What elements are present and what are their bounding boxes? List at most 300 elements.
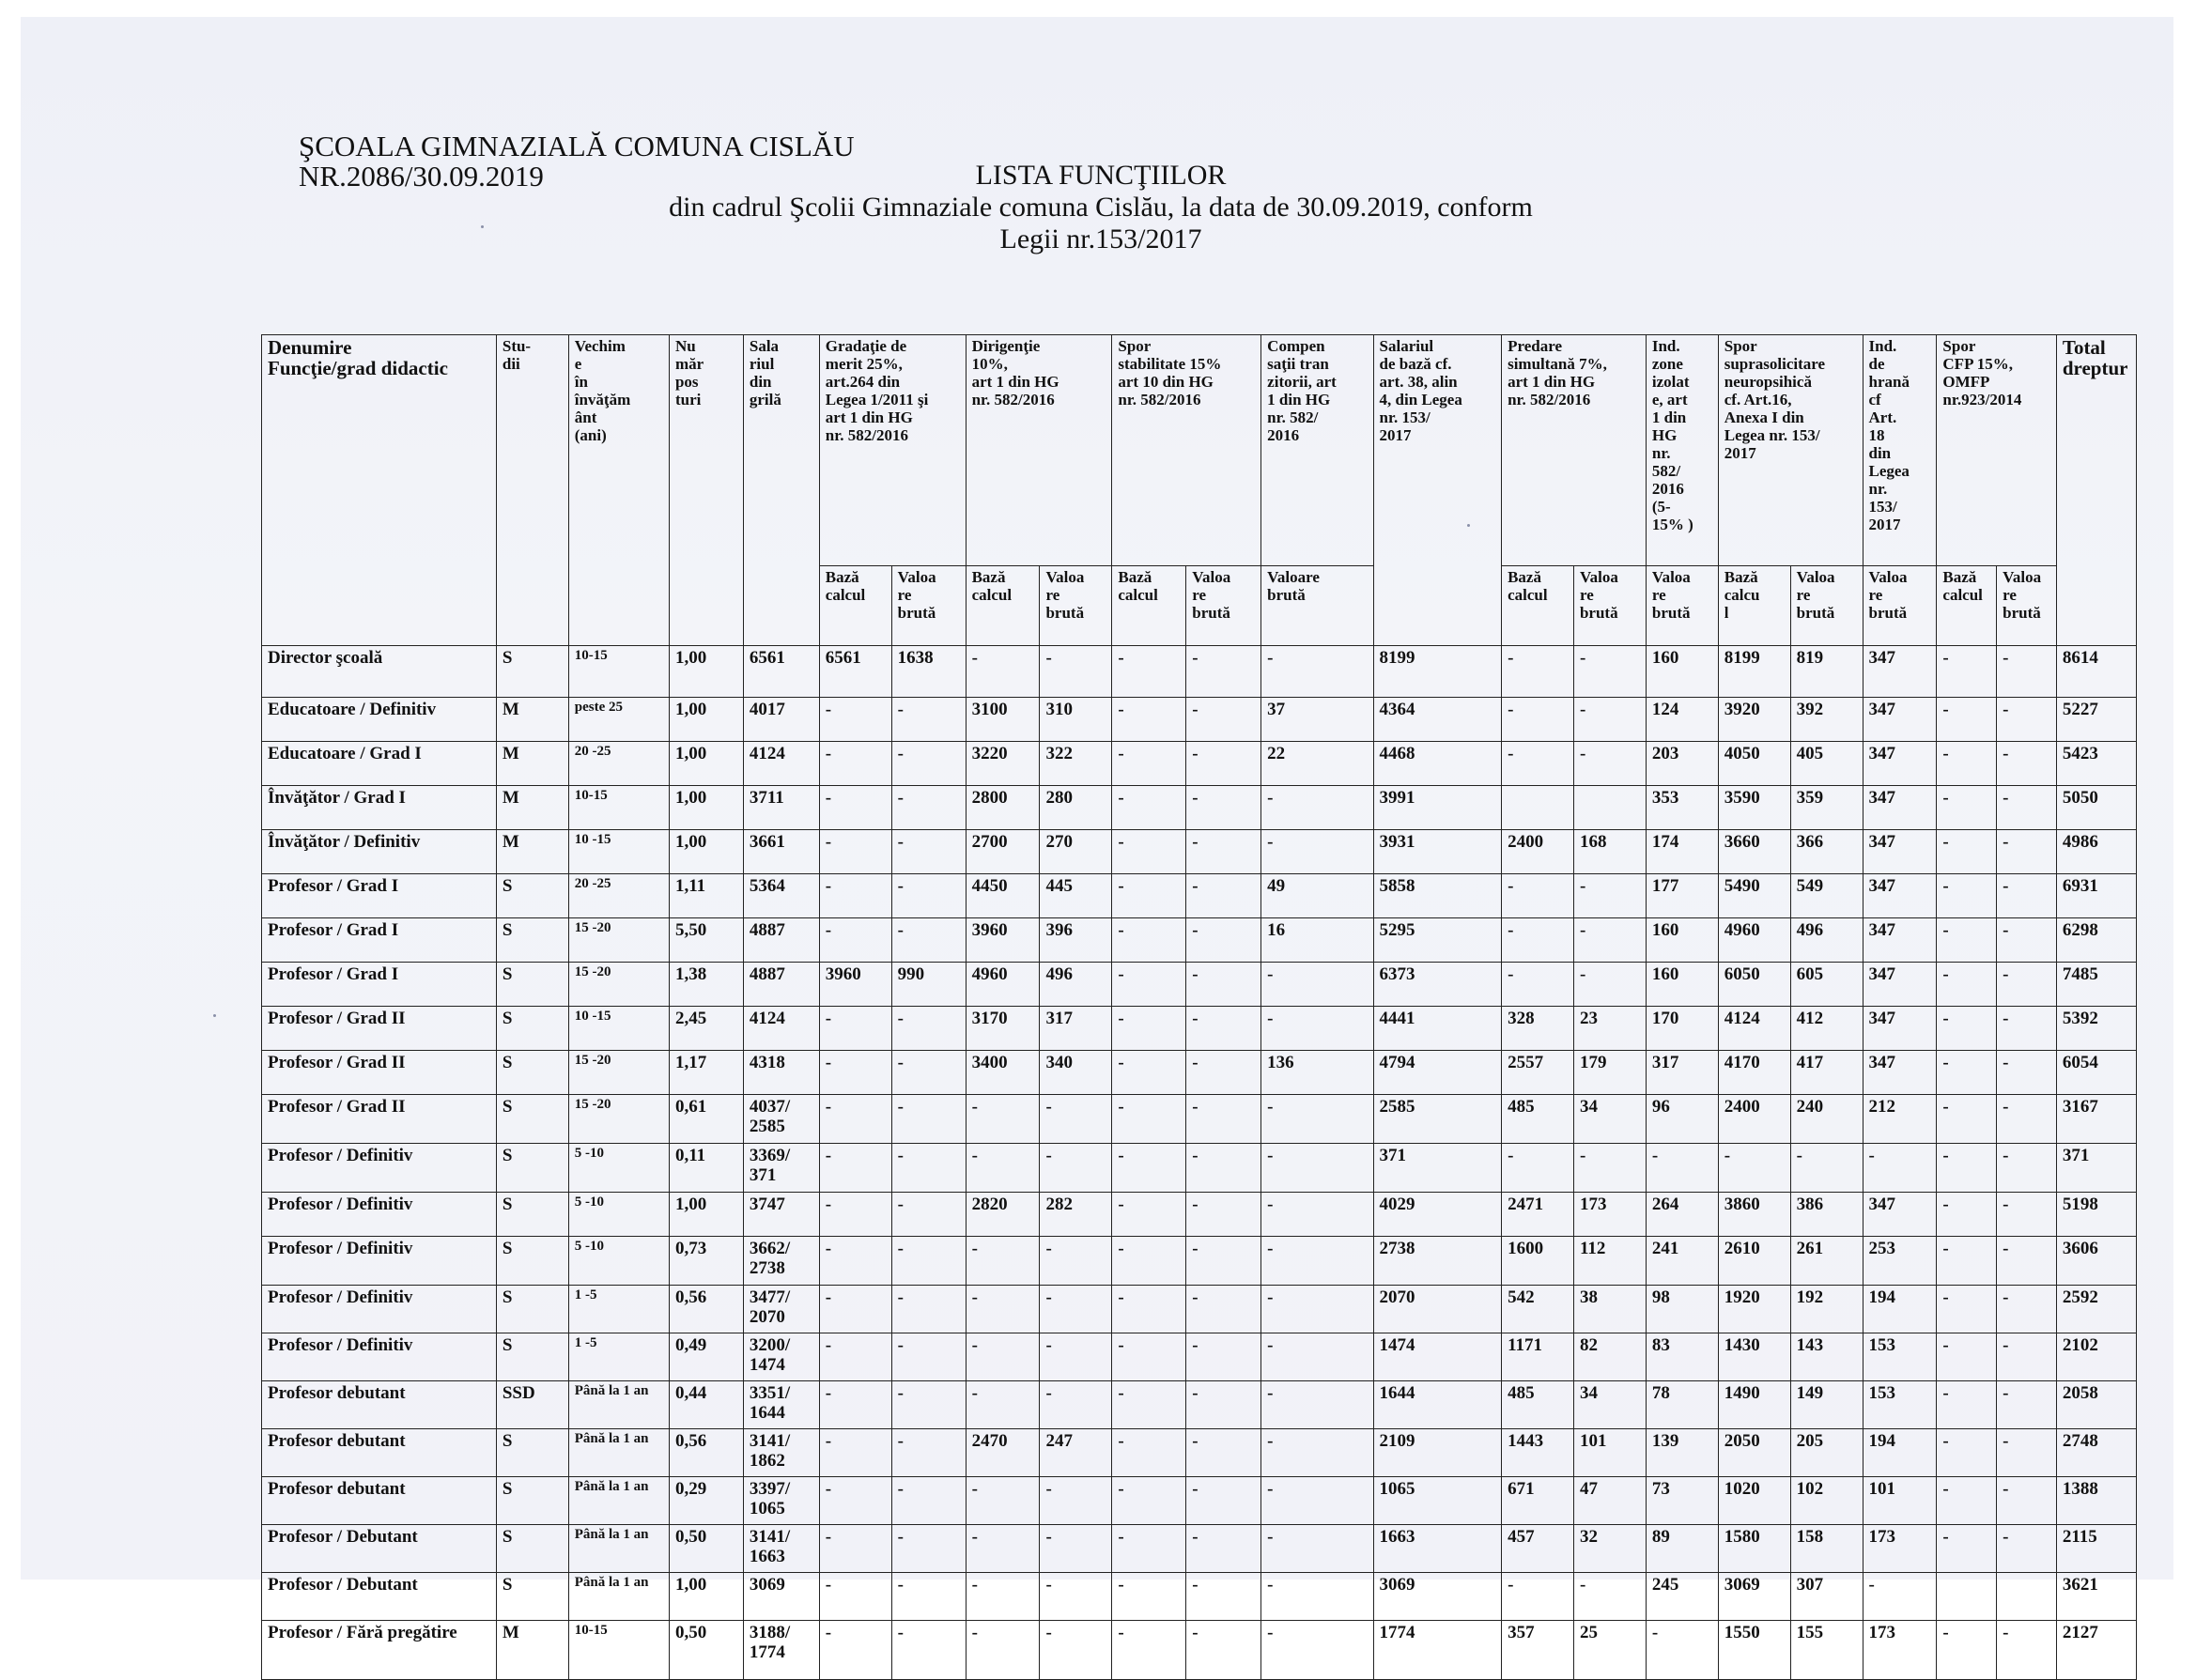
cfp-base-cell: - <box>1937 1051 1997 1095</box>
compensation-cell: - <box>1261 1381 1373 1429</box>
posts-cell: 1,00 <box>669 1193 743 1237</box>
overload-base-cell: 5490 <box>1718 874 1790 918</box>
merit-base-cell: - <box>819 1333 891 1381</box>
isolated-zone-cell: 124 <box>1646 698 1718 742</box>
merit-base-cell: 6561 <box>819 646 891 698</box>
posts-cell: 1,00 <box>669 742 743 786</box>
total-cell: 5050 <box>2056 786 2136 830</box>
homeroom-base-cell: - <box>966 646 1040 698</box>
seniority-cell: Până la 1 an <box>568 1429 669 1477</box>
overload-gross-cell: 261 <box>1790 1237 1863 1286</box>
overload-base-cell: 3069 <box>1718 1573 1790 1621</box>
merit-base-cell: - <box>819 1525 891 1573</box>
simultaneous-base-cell: - <box>1502 742 1574 786</box>
table-row <box>262 963 2137 1007</box>
stability-base-cell: - <box>1112 1573 1186 1621</box>
posts-cell: 0,29 <box>669 1477 743 1525</box>
col-header-compensation: Compen saţii tran zitorii, art 1 din HG nr. 582/ 2016 <box>1261 335 1373 566</box>
col-header-posts: Nu măr pos turi <box>669 335 743 646</box>
merit-gross-cell: - <box>891 1095 966 1144</box>
table-row <box>262 918 2137 963</box>
homeroom-gross-cell: - <box>1040 1095 1112 1144</box>
base-salary-cell: 5295 <box>1373 918 1502 963</box>
cfp-base-cell <box>1937 1573 1997 1621</box>
merit-gross-cell: - <box>891 918 966 963</box>
stability-gross-cell: - <box>1186 1621 1261 1680</box>
base-salary-cell: 8199 <box>1373 646 1502 698</box>
cfp-base-cell: - <box>1937 1429 1997 1477</box>
studies-cell: M <box>496 698 568 742</box>
compensation-cell: 49 <box>1261 874 1373 918</box>
base-salary-cell: 4441 <box>1373 1007 1502 1051</box>
homeroom-gross-cell: 445 <box>1040 874 1112 918</box>
subheader-base: Bază calcul <box>1112 565 1186 645</box>
function-cell: Profesor / Definitiv <box>262 1144 497 1193</box>
cfp-gross-cell: - <box>1997 1237 2057 1286</box>
stability-gross-cell: - <box>1186 1477 1261 1525</box>
studies-cell: M <box>496 830 568 874</box>
subheader-base: Bază calcul <box>819 565 891 645</box>
homeroom-base-cell: 2700 <box>966 830 1040 874</box>
homeroom-gross-cell: - <box>1040 1237 1112 1286</box>
stability-gross-cell: - <box>1186 963 1261 1007</box>
homeroom-base-cell: - <box>966 1477 1040 1525</box>
simultaneous-base-cell: 2471 <box>1502 1193 1574 1237</box>
isolated-zone-cell: 78 <box>1646 1381 1718 1429</box>
food-cell: 347 <box>1863 830 1937 874</box>
seniority-cell: Până la 1 an <box>568 1477 669 1525</box>
grid-salary-cell: 3477/ 2070 <box>743 1286 819 1333</box>
seniority-cell: Până la 1 an <box>568 1525 669 1573</box>
simultaneous-base-cell: - <box>1502 918 1574 963</box>
overload-gross-cell: 149 <box>1790 1381 1863 1429</box>
grid-salary-cell: 3711 <box>743 786 819 830</box>
table-row <box>262 646 2137 698</box>
grid-salary-cell: 4124 <box>743 742 819 786</box>
merit-gross-cell: - <box>891 1477 966 1525</box>
merit-gross-cell: - <box>891 1573 966 1621</box>
total-cell: 5198 <box>2056 1193 2136 1237</box>
function-cell: Profesor / Fără pregătire <box>262 1621 497 1680</box>
total-cell: 3621 <box>2056 1573 2136 1621</box>
simultaneous-base-cell: - <box>1502 698 1574 742</box>
table-row <box>262 1237 2137 1286</box>
overload-gross-cell: 412 <box>1790 1007 1863 1051</box>
compensation-cell: - <box>1261 1286 1373 1333</box>
compensation-cell: 37 <box>1261 698 1373 742</box>
table-row <box>262 786 2137 830</box>
col-header-function: Denumire Funcţie/grad didactic <box>262 335 497 646</box>
simultaneous-gross-cell: 32 <box>1573 1525 1646 1573</box>
homeroom-base-cell: - <box>966 1381 1040 1429</box>
base-salary-cell: 2738 <box>1373 1237 1502 1286</box>
grid-salary-cell: 3141/ 1862 <box>743 1429 819 1477</box>
subheader-base: Bază calcul <box>1937 565 1997 645</box>
simultaneous-gross-cell: - <box>1573 698 1646 742</box>
overload-base-cell: 3860 <box>1718 1193 1790 1237</box>
posts-cell: 0,11 <box>669 1144 743 1193</box>
cfp-gross-cell: - <box>1997 918 2057 963</box>
isolated-zone-cell: 139 <box>1646 1429 1718 1477</box>
merit-gross-cell: - <box>891 786 966 830</box>
merit-base-cell: - <box>819 918 891 963</box>
cfp-base-cell: - <box>1937 1144 1997 1193</box>
compensation-cell: 136 <box>1261 1051 1373 1095</box>
stability-base-cell: - <box>1112 963 1186 1007</box>
homeroom-base-cell: 3100 <box>966 698 1040 742</box>
base-salary-cell: 2070 <box>1373 1286 1502 1333</box>
compensation-cell: - <box>1261 1193 1373 1237</box>
stability-gross-cell: - <box>1186 646 1261 698</box>
total-cell: 6931 <box>2056 874 2136 918</box>
simultaneous-gross-cell: 38 <box>1573 1286 1646 1333</box>
stability-gross-cell: - <box>1186 1007 1261 1051</box>
food-cell: 347 <box>1863 742 1937 786</box>
cfp-gross-cell: - <box>1997 830 2057 874</box>
base-salary-cell: 1644 <box>1373 1381 1502 1429</box>
cfp-base-cell: - <box>1937 918 1997 963</box>
document-law-reference: Legii nr.153/2017 <box>999 223 1202 254</box>
overload-gross-cell: 386 <box>1790 1193 1863 1237</box>
overload-base-cell: 3920 <box>1718 698 1790 742</box>
stability-base-cell: - <box>1112 1381 1186 1429</box>
seniority-cell: 10 -15 <box>568 830 669 874</box>
grid-salary-cell: 4887 <box>743 963 819 1007</box>
seniority-cell: Până la 1 an <box>568 1381 669 1429</box>
merit-gross-cell: - <box>891 1333 966 1381</box>
cfp-base-cell: - <box>1937 1333 1997 1381</box>
studies-cell: S <box>496 1429 568 1477</box>
grid-salary-cell: 3662/ 2738 <box>743 1237 819 1286</box>
stability-gross-cell: - <box>1186 1095 1261 1144</box>
overload-gross-cell: 605 <box>1790 963 1863 1007</box>
homeroom-base-cell: - <box>966 1333 1040 1381</box>
stability-gross-cell: - <box>1186 1193 1261 1237</box>
cfp-gross-cell: - <box>1997 698 2057 742</box>
food-cell: 194 <box>1863 1429 1937 1477</box>
subheader-gross: Valoa re brută <box>1646 565 1718 645</box>
base-salary-cell: 371 <box>1373 1144 1502 1193</box>
homeroom-base-cell: - <box>966 1573 1040 1621</box>
overload-base-cell: 1430 <box>1718 1333 1790 1381</box>
posts-cell: 1,00 <box>669 698 743 742</box>
isolated-zone-cell: 160 <box>1646 646 1718 698</box>
grid-salary-cell: 3141/ 1663 <box>743 1525 819 1573</box>
homeroom-base-cell: 3220 <box>966 742 1040 786</box>
function-cell: Profesor / Grad II <box>262 1095 497 1144</box>
merit-base-cell: - <box>819 1237 891 1286</box>
grid-salary-cell: 5364 <box>743 874 819 918</box>
simultaneous-gross-cell: 112 <box>1573 1237 1646 1286</box>
subheader-base: Bază calcul <box>966 565 1040 645</box>
studies-cell: S <box>496 1573 568 1621</box>
studies-cell: S <box>496 1193 568 1237</box>
base-salary-cell: 4794 <box>1373 1051 1502 1095</box>
base-salary-cell: 2109 <box>1373 1429 1502 1477</box>
compensation-cell: - <box>1261 786 1373 830</box>
homeroom-gross-cell: 317 <box>1040 1007 1112 1051</box>
table-row <box>262 1429 2137 1477</box>
base-salary-cell: 4364 <box>1373 698 1502 742</box>
base-salary-cell: 1774 <box>1373 1621 1502 1680</box>
posts-cell: 1,17 <box>669 1051 743 1095</box>
overload-base-cell: 1920 <box>1718 1286 1790 1333</box>
isolated-zone-cell: 353 <box>1646 786 1718 830</box>
total-cell: 5423 <box>2056 742 2136 786</box>
homeroom-base-cell: - <box>966 1286 1040 1333</box>
homeroom-base-cell: 2470 <box>966 1429 1040 1477</box>
overload-base-cell: 2610 <box>1718 1237 1790 1286</box>
merit-base-cell: 3960 <box>819 963 891 1007</box>
col-header-food: Ind. de hrană cf Art. 18 din Legea nr. 153/ 2017 <box>1863 335 1937 566</box>
merit-base-cell: - <box>819 1621 891 1680</box>
function-cell: Profesor debutant <box>262 1477 497 1525</box>
seniority-cell: 1 -5 <box>568 1333 669 1381</box>
simultaneous-base-cell: - <box>1502 1144 1574 1193</box>
overload-base-cell: 4124 <box>1718 1007 1790 1051</box>
isolated-zone-cell: 98 <box>1646 1286 1718 1333</box>
simultaneous-gross-cell: - <box>1573 1573 1646 1621</box>
merit-base-cell: - <box>819 1477 891 1525</box>
homeroom-gross-cell: 247 <box>1040 1429 1112 1477</box>
document-title-block <box>669 160 1533 255</box>
posts-cell: 0,56 <box>669 1286 743 1333</box>
merit-gross-cell: - <box>891 1007 966 1051</box>
isolated-zone-cell: - <box>1646 1144 1718 1193</box>
cfp-base-cell: - <box>1937 1095 1997 1144</box>
simultaneous-gross-cell: 82 <box>1573 1333 1646 1381</box>
studies-cell: S <box>496 646 568 698</box>
function-cell: Învăţător / Definitiv <box>262 830 497 874</box>
stability-gross-cell: - <box>1186 830 1261 874</box>
cfp-base-cell: - <box>1937 786 1997 830</box>
food-cell: 153 <box>1863 1381 1937 1429</box>
isolated-zone-cell: 174 <box>1646 830 1718 874</box>
subheader-base: Bază calcu l <box>1718 565 1790 645</box>
posts-cell: 0,50 <box>669 1621 743 1680</box>
stability-base-cell: - <box>1112 786 1186 830</box>
studies-cell: S <box>496 1477 568 1525</box>
posts-cell: 1,11 <box>669 874 743 918</box>
function-cell: Profesor debutant <box>262 1429 497 1477</box>
simultaneous-gross-cell <box>1573 786 1646 830</box>
grid-salary-cell: 3351/ 1644 <box>743 1381 819 1429</box>
simultaneous-gross-cell: 101 <box>1573 1429 1646 1477</box>
grid-salary-cell: 4037/ 2585 <box>743 1095 819 1144</box>
studies-cell: S <box>496 1237 568 1286</box>
col-header-base-salary: Salariul de bază cf. art. 38, alin 4, din Legea nr. 153/ 2017 <box>1373 335 1502 646</box>
base-salary-cell: 3931 <box>1373 830 1502 874</box>
table-row <box>262 830 2137 874</box>
simultaneous-base-cell: 1600 <box>1502 1237 1574 1286</box>
function-cell: Profesor / Debutant <box>262 1525 497 1573</box>
merit-base-cell: - <box>819 786 891 830</box>
grid-salary-cell: 3188/ 1774 <box>743 1621 819 1680</box>
merit-gross-cell: - <box>891 1429 966 1477</box>
simultaneous-base-cell: 1171 <box>1502 1333 1574 1381</box>
subheader-gross: Valoa re brută <box>1040 565 1112 645</box>
simultaneous-base-cell: 2557 <box>1502 1051 1574 1095</box>
seniority-cell: peste 25 <box>568 698 669 742</box>
simultaneous-base-cell: 1443 <box>1502 1429 1574 1477</box>
stability-base-cell: - <box>1112 1286 1186 1333</box>
stability-gross-cell: - <box>1186 1525 1261 1573</box>
simultaneous-gross-cell: 34 <box>1573 1381 1646 1429</box>
overload-gross-cell: 205 <box>1790 1429 1863 1477</box>
function-cell: Profesor / Debutant <box>262 1573 497 1621</box>
total-cell: 3606 <box>2056 1237 2136 1286</box>
studies-cell: S <box>496 1144 568 1193</box>
stability-gross-cell: - <box>1186 1381 1261 1429</box>
overload-base-cell: 4960 <box>1718 918 1790 963</box>
seniority-cell: 20 -25 <box>568 742 669 786</box>
compensation-cell: - <box>1261 1429 1373 1477</box>
posts-cell: 2,45 <box>669 1007 743 1051</box>
overload-gross-cell: 155 <box>1790 1621 1863 1680</box>
homeroom-base-cell: - <box>966 1621 1040 1680</box>
compensation-cell: 16 <box>1261 918 1373 963</box>
stability-gross-cell: - <box>1186 742 1261 786</box>
simultaneous-gross-cell: - <box>1573 874 1646 918</box>
cfp-base-cell: - <box>1937 963 1997 1007</box>
merit-gross-cell: - <box>891 1381 966 1429</box>
stability-base-cell: - <box>1112 646 1186 698</box>
merit-base-cell: - <box>819 1193 891 1237</box>
isolated-zone-cell: 245 <box>1646 1573 1718 1621</box>
cfp-base-cell: - <box>1937 1477 1997 1525</box>
col-header-cfp: Spor CFP 15%, OMFP nr.923/2014 <box>1937 335 2056 566</box>
cfp-base-cell: - <box>1937 646 1997 698</box>
overload-gross-cell: 307 <box>1790 1573 1863 1621</box>
merit-gross-cell: - <box>891 1237 966 1286</box>
merit-gross-cell: - <box>891 874 966 918</box>
simultaneous-gross-cell: - <box>1573 742 1646 786</box>
total-cell: 3167 <box>2056 1095 2136 1144</box>
homeroom-gross-cell: - <box>1040 1286 1112 1333</box>
overload-base-cell: 1020 <box>1718 1477 1790 1525</box>
document-title: LISTA FUNCŢIILOR <box>975 160 1227 191</box>
cfp-gross-cell: - <box>1997 1286 2057 1333</box>
homeroom-base-cell: - <box>966 1095 1040 1144</box>
table-header-row <box>262 335 2137 566</box>
compensation-cell: - <box>1261 1144 1373 1193</box>
cfp-gross-cell: - <box>1997 1429 2057 1477</box>
base-salary-cell: 1065 <box>1373 1477 1502 1525</box>
simultaneous-gross-cell: 47 <box>1573 1477 1646 1525</box>
homeroom-gross-cell: 322 <box>1040 742 1112 786</box>
posts-cell: 0,61 <box>669 1095 743 1144</box>
isolated-zone-cell: 317 <box>1646 1051 1718 1095</box>
simultaneous-base-cell: 485 <box>1502 1095 1574 1144</box>
stability-base-cell: - <box>1112 1525 1186 1573</box>
simultaneous-gross-cell: - <box>1573 963 1646 1007</box>
homeroom-base-cell: - <box>966 1525 1040 1573</box>
cfp-base-cell: - <box>1937 1193 1997 1237</box>
simultaneous-base-cell: 485 <box>1502 1381 1574 1429</box>
merit-base-cell: - <box>819 742 891 786</box>
overload-gross-cell: 819 <box>1790 646 1863 698</box>
cfp-gross-cell: - <box>1997 646 2057 698</box>
stability-gross-cell: - <box>1186 918 1261 963</box>
overload-gross-cell: 143 <box>1790 1333 1863 1381</box>
grid-salary-cell: 3369/ 371 <box>743 1144 819 1193</box>
grid-salary-cell: 3747 <box>743 1193 819 1237</box>
homeroom-base-cell: 2800 <box>966 786 1040 830</box>
cfp-base-cell: - <box>1937 830 1997 874</box>
table-row <box>262 1333 2137 1381</box>
grid-salary-cell: 3200/ 1474 <box>743 1333 819 1381</box>
simultaneous-base-cell: 357 <box>1502 1621 1574 1680</box>
merit-gross-cell: - <box>891 698 966 742</box>
table-row <box>262 1051 2137 1095</box>
table-row <box>262 1525 2137 1573</box>
overload-gross-cell: 496 <box>1790 918 1863 963</box>
subheader-gross: Valoa re brută <box>1186 565 1261 645</box>
total-cell: 5392 <box>2056 1007 2136 1051</box>
cfp-base-cell: - <box>1937 1381 1997 1429</box>
overload-gross-cell: 405 <box>1790 742 1863 786</box>
table-row <box>262 1095 2137 1144</box>
homeroom-gross-cell: - <box>1040 1573 1112 1621</box>
total-cell: 4986 <box>2056 830 2136 874</box>
studies-cell: M <box>496 786 568 830</box>
overload-gross-cell: 359 <box>1790 786 1863 830</box>
merit-base-cell: - <box>819 830 891 874</box>
cfp-gross-cell: - <box>1997 1381 2057 1429</box>
compensation-cell: - <box>1261 1477 1373 1525</box>
simultaneous-base-cell: 542 <box>1502 1286 1574 1333</box>
cfp-base-cell: - <box>1937 1237 1997 1286</box>
homeroom-gross-cell: 280 <box>1040 786 1112 830</box>
compensation-cell: - <box>1261 646 1373 698</box>
compensation-cell: - <box>1261 1525 1373 1573</box>
food-cell: 101 <box>1863 1477 1937 1525</box>
subheader-gross: Valoa re brută <box>1863 565 1937 645</box>
food-cell: 253 <box>1863 1237 1937 1286</box>
grid-salary-cell: 4124 <box>743 1007 819 1051</box>
grid-salary-cell: 4318 <box>743 1051 819 1095</box>
merit-base-cell: - <box>819 1007 891 1051</box>
stability-base-cell: - <box>1112 742 1186 786</box>
food-cell: 347 <box>1863 1007 1937 1051</box>
simultaneous-gross-cell: 34 <box>1573 1095 1646 1144</box>
subheader-gross: Valoa re brută <box>1997 565 2057 645</box>
total-cell: 2058 <box>2056 1381 2136 1429</box>
base-salary-cell: 1474 <box>1373 1333 1502 1381</box>
simultaneous-gross-cell: 173 <box>1573 1193 1646 1237</box>
stability-base-cell: - <box>1112 918 1186 963</box>
isolated-zone-cell: 89 <box>1646 1525 1718 1573</box>
subheader-gross: Valoare brută <box>1261 565 1373 645</box>
scan-speck <box>213 1014 216 1017</box>
studies-cell: S <box>496 1051 568 1095</box>
seniority-cell: Până la 1 an <box>568 1573 669 1621</box>
function-cell: Profesor / Grad II <box>262 1007 497 1051</box>
seniority-cell: 5 -10 <box>568 1193 669 1237</box>
food-cell: 347 <box>1863 1193 1937 1237</box>
grid-salary-cell: 4017 <box>743 698 819 742</box>
total-cell: 2102 <box>2056 1333 2136 1381</box>
simultaneous-base-cell: - <box>1502 963 1574 1007</box>
cfp-gross-cell: - <box>1997 1525 2057 1573</box>
merit-gross-cell: - <box>891 1286 966 1333</box>
function-cell: Profesor / Grad I <box>262 874 497 918</box>
functions-table <box>261 334 2137 1680</box>
base-salary-cell: 1663 <box>1373 1525 1502 1573</box>
grid-salary-cell: 3397/ 1065 <box>743 1477 819 1525</box>
simultaneous-gross-cell: 25 <box>1573 1621 1646 1680</box>
cfp-base-cell: - <box>1937 1007 1997 1051</box>
